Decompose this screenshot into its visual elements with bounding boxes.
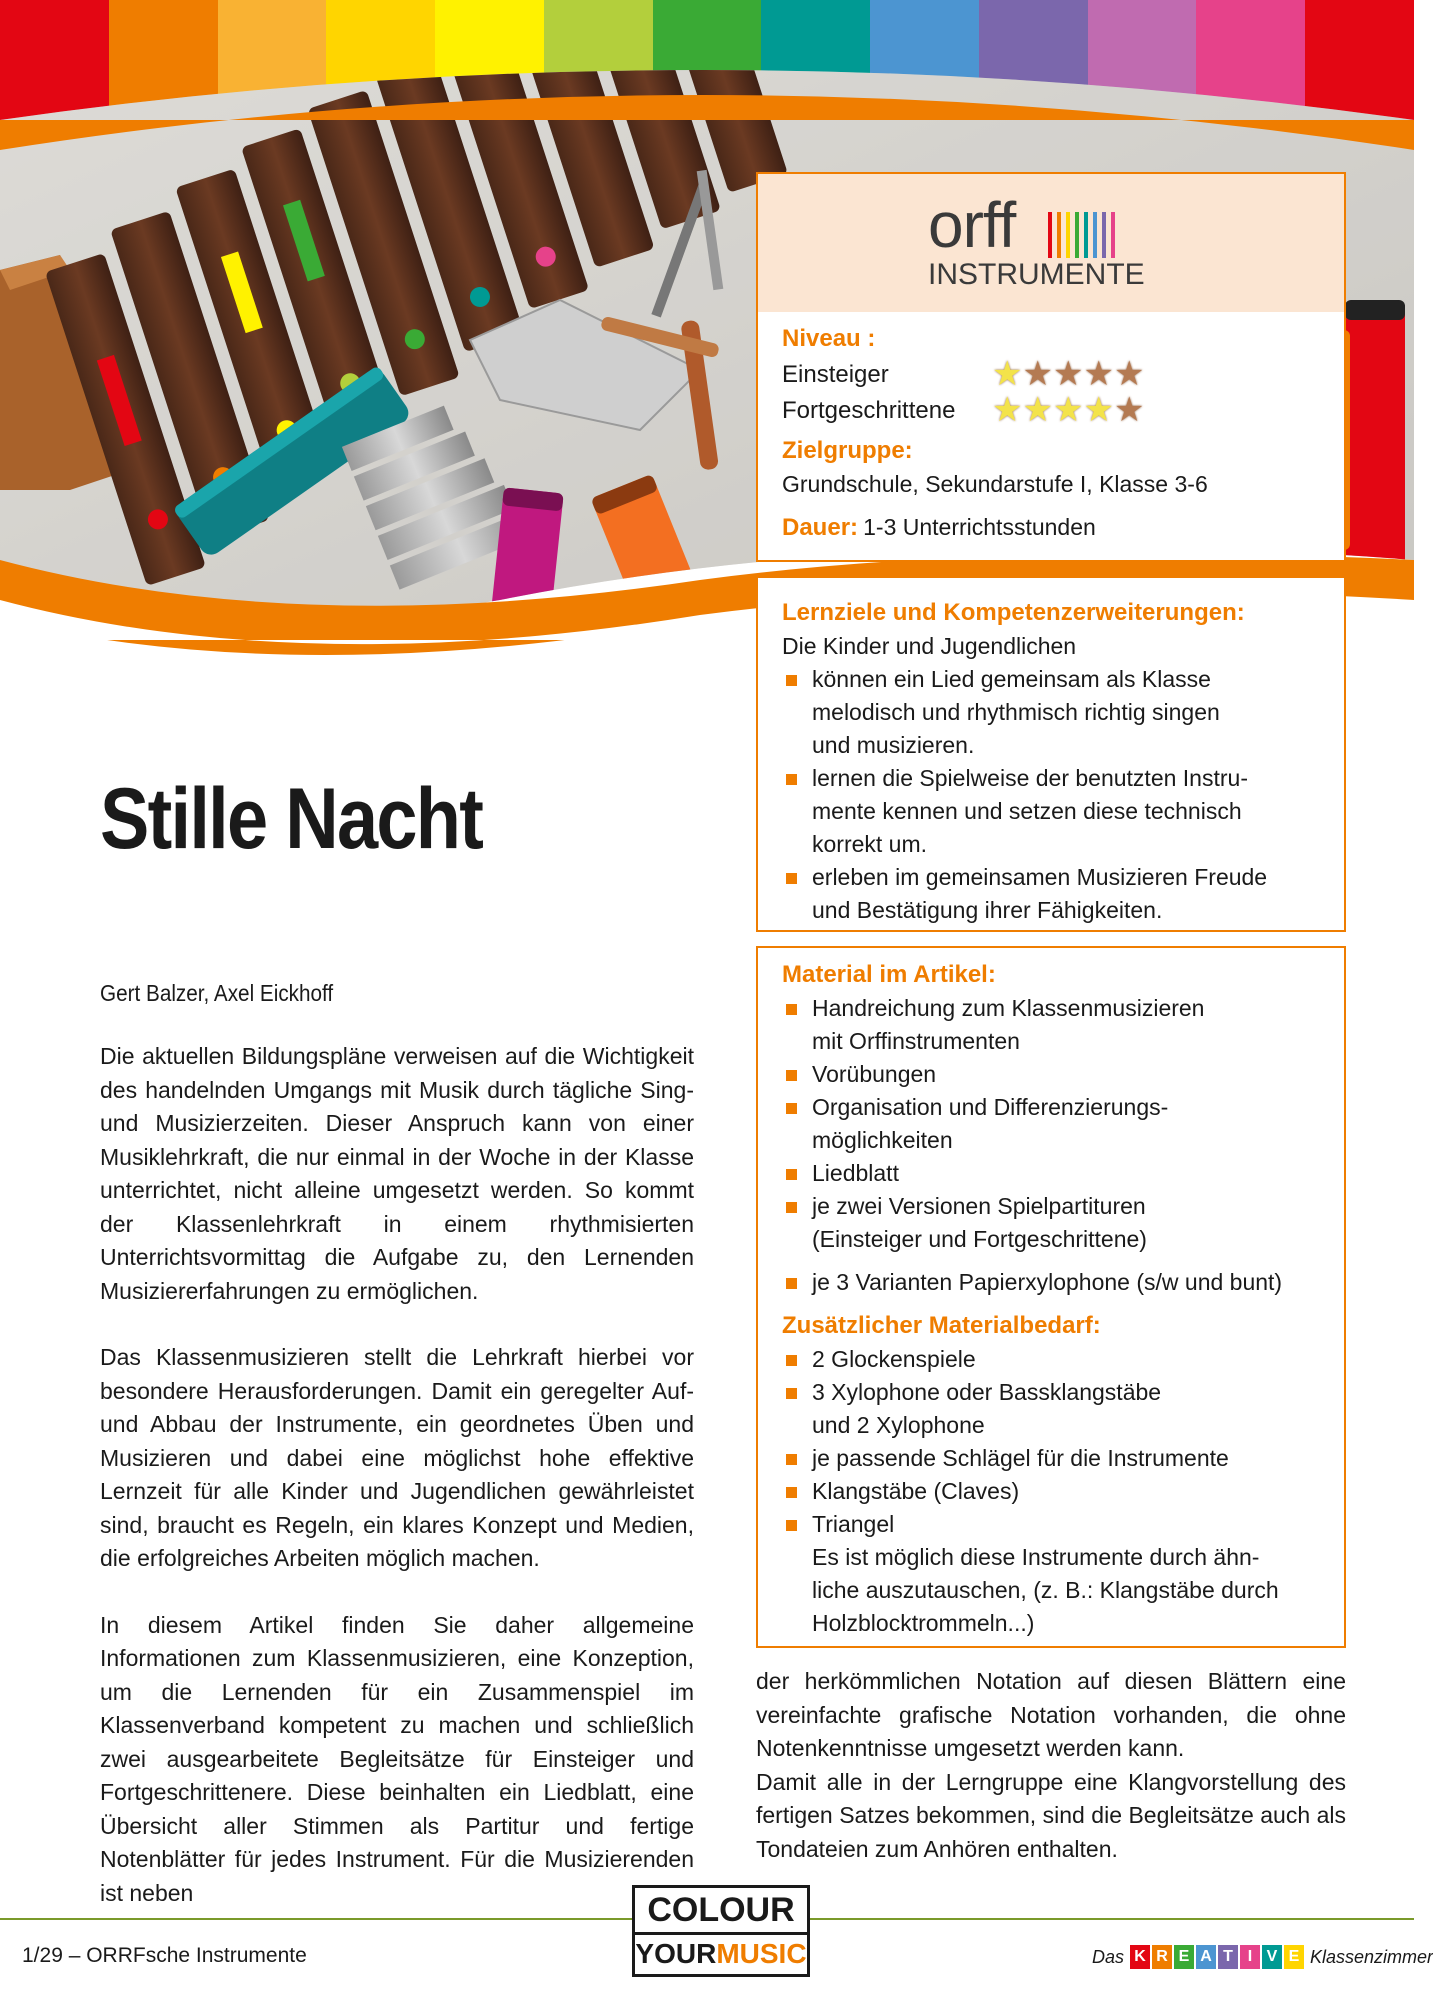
list-item: je 3 Varianten Papierxylophone (s/w und bunt) bbox=[782, 1266, 1324, 1299]
rating-stars bbox=[992, 390, 1145, 430]
level-rows bbox=[782, 356, 1332, 428]
star-empty-icon: ★ bbox=[1052, 354, 1084, 394]
kk-letter: R bbox=[1152, 1945, 1172, 1969]
logo-bar bbox=[1102, 212, 1106, 258]
kk-kreative bbox=[1130, 1945, 1304, 1969]
colour-your-music-logo bbox=[632, 1885, 810, 1977]
star-filled-icon: ★ bbox=[992, 354, 1023, 394]
logo-sub: INSTRUMENTE bbox=[928, 258, 1145, 291]
body-right-column bbox=[756, 1665, 1346, 1866]
list-item: Klangstäbe (Claves) bbox=[782, 1475, 1324, 1508]
level-label: Fortgeschrittene bbox=[782, 396, 956, 424]
extra-material-heading: Zusätzlicher Materialbedarf: bbox=[782, 1312, 1101, 1339]
star-filled-icon: ★ bbox=[1022, 390, 1053, 430]
logo-bar bbox=[1084, 212, 1088, 258]
star-empty-icon: ★ bbox=[1113, 390, 1145, 430]
level-heading: Niveau : bbox=[782, 325, 876, 352]
goals-intro: Die Kinder und Jugendlichen bbox=[782, 633, 1077, 659]
body-left-column bbox=[100, 1040, 694, 1910]
kk-letter: K bbox=[1130, 1945, 1150, 1969]
kk-letter: A bbox=[1196, 1945, 1216, 1969]
brand-top: COLOUR bbox=[635, 1888, 807, 1935]
body-paragraph-2: Das Klassenmusizieren stellt die Lehrkraft hierbei vor besondere Herausforderungen. Damit ein geregelter Auf- und Abbau der Instrumente, ein geordnetes Üben und Musizieren und dabei eine möglichst hohe effektive Lernzeit für alle Kinder und Jugendlichen gewährleistet sind, braucht es Regeln, ein klares Konzept und Medien, die erfolgreiches Arbeiten möglich machen. bbox=[100, 1344, 694, 1571]
logo-bar bbox=[1048, 212, 1052, 258]
footer-page-label: 1/29 – ORRFsche Instrumente bbox=[22, 1944, 307, 1967]
goals-heading: Lernziele und Kompetenzerweiterungen: bbox=[782, 599, 1245, 626]
kk-letter: V bbox=[1262, 1945, 1282, 1969]
kk-letter: E bbox=[1174, 1945, 1194, 1969]
kk-das: Das bbox=[1092, 1946, 1125, 1967]
list-item: je passende Schlägel für die Instrumente bbox=[782, 1442, 1324, 1475]
target-heading: Zielgruppe: bbox=[782, 437, 913, 464]
star-filled-icon: ★ bbox=[992, 390, 1023, 430]
kk-klassenzimmer: Klassenzimmer bbox=[1310, 1946, 1433, 1967]
list-item: 2 Glockenspiele bbox=[782, 1343, 1324, 1376]
material-heading: Material im Artikel: bbox=[782, 961, 996, 988]
list-item: je zwei Versionen Spielpartituren (Einsteiger und Fortgeschrittene) bbox=[782, 1190, 1324, 1256]
goals-box bbox=[756, 576, 1346, 932]
level-row bbox=[782, 356, 1332, 392]
logo-bar bbox=[1057, 212, 1061, 258]
brand-your: YOUR bbox=[635, 1938, 717, 1969]
list-item: können ein Lied gemeinsam als Klasse melodisch und rhythmisch richtig singen und musizieren. bbox=[782, 663, 1324, 762]
star-empty-icon: ★ bbox=[1022, 354, 1053, 394]
logo-bar bbox=[1066, 212, 1070, 258]
authors: Gert Balzer, Axel Eickhoff bbox=[100, 980, 334, 1006]
list-item: Organisation und Differenzierungs- möglichkeiten bbox=[782, 1091, 1324, 1157]
goals-list bbox=[782, 663, 1324, 927]
body-paragraph-1: Die aktuellen Bildungspläne verweisen auf die Wichtigkeit des handelnden Umgangs mit Musik durch tägliche Sing- und Musizierzeiten. Dieser Anspruch kann von einer Musiklehrkraft, die nur einmal in der Woche in der Klasse unterrichtet, nicht alleine umgesetzt werden. So kommt der Klassenlehrkraft in einem rhythmisierten Unterrichtsvormittag die Aufgabe zu, den Lernenden Musiziererfahrungen zu ermöglichen. bbox=[100, 1043, 694, 1304]
page-title: Stille Nacht bbox=[100, 771, 483, 867]
kk-letter: E bbox=[1284, 1945, 1304, 1969]
level-box bbox=[756, 172, 1346, 562]
duration-value: 1-3 Unterrichtsstunden bbox=[863, 514, 1096, 540]
list-item: Liedblatt bbox=[782, 1157, 1324, 1190]
list-item: Triangel Es ist möglich diese Instrumente durch ähn- liche auszutauschen, (z. B.: Klangstäbe durch Holzblocktrommeln...) bbox=[782, 1508, 1324, 1640]
orff-logo bbox=[928, 188, 1208, 298]
logo-word: orff bbox=[928, 189, 1016, 261]
material-list bbox=[782, 992, 1324, 1299]
level-label: Einsteiger bbox=[782, 360, 889, 388]
list-item: Handreichung zum Klassenmusizieren mit Orffinstrumenten bbox=[782, 992, 1324, 1058]
target-value: Grundschule, Sekundarstufe I, Klasse 3-6 bbox=[782, 471, 1208, 497]
material-box bbox=[756, 946, 1346, 1648]
body-paragraph-4b: Damit alle in der Lerngruppe eine Klangvorstellung des fertigen Satzes bekommen, sind die Begleitsätze auch als Tondateien zum Anhören enthalten. bbox=[756, 1768, 1346, 1862]
star-empty-icon: ★ bbox=[1113, 354, 1145, 394]
rating-stars bbox=[992, 354, 1145, 394]
star-empty-icon: ★ bbox=[1083, 354, 1114, 394]
list-item: 3 Xylophone oder Bassklangstäbe und 2 Xylophone bbox=[782, 1376, 1324, 1442]
list-item: erleben im gemeinsamen Musizieren Freude und Bestätigung ihrer Fähigkeiten. bbox=[782, 861, 1324, 927]
logo-bar bbox=[1093, 212, 1097, 258]
extra-material-list bbox=[782, 1343, 1324, 1640]
kreative-klassenzimmer-logo bbox=[1092, 1942, 1433, 1972]
logo-color-bars bbox=[1048, 212, 1115, 258]
logo-bar bbox=[1075, 212, 1079, 258]
star-filled-icon: ★ bbox=[1052, 390, 1084, 430]
star-filled-icon: ★ bbox=[1083, 390, 1114, 430]
list-item: lernen die Spielweise der benutzten Instru- mente kennen und setzen diese technisch korrekt um. bbox=[782, 762, 1324, 861]
brand-music: MUSIC bbox=[716, 1938, 807, 1969]
body-paragraph-3: In diesem Artikel finden Sie daher allgemeine Informationen zum Klassenmusizieren, eine Konzeption, um die Lernenden für ein Zusammenspiel im Klassenverband kompetent zu machen und schließlich zwei ausgearbeitete Begleitsätze für Einsteiger und Fortgeschrittenere. Diese beinhalten ein Liedblatt, eine Übersicht aller Stimmen als Partitur und fertige Notenblätter für jedes Instrument. Für die Musizierenden ist neben bbox=[100, 1611, 694, 1906]
kk-letter: T bbox=[1218, 1945, 1238, 1969]
logo-panel bbox=[758, 174, 1344, 312]
list-item: Vorübungen bbox=[782, 1058, 1324, 1091]
logo-bar bbox=[1111, 212, 1115, 258]
body-paragraph-4a: der herkömmlichen Notation auf diesen Blättern eine vereinfachte grafische Notation vorhanden, die ohne Notenkenntnisse umgesetzt werden kann. bbox=[756, 1668, 1346, 1761]
duration-heading: Dauer: bbox=[782, 514, 859, 541]
kk-letter: I bbox=[1240, 1945, 1260, 1969]
level-row bbox=[782, 392, 1332, 428]
